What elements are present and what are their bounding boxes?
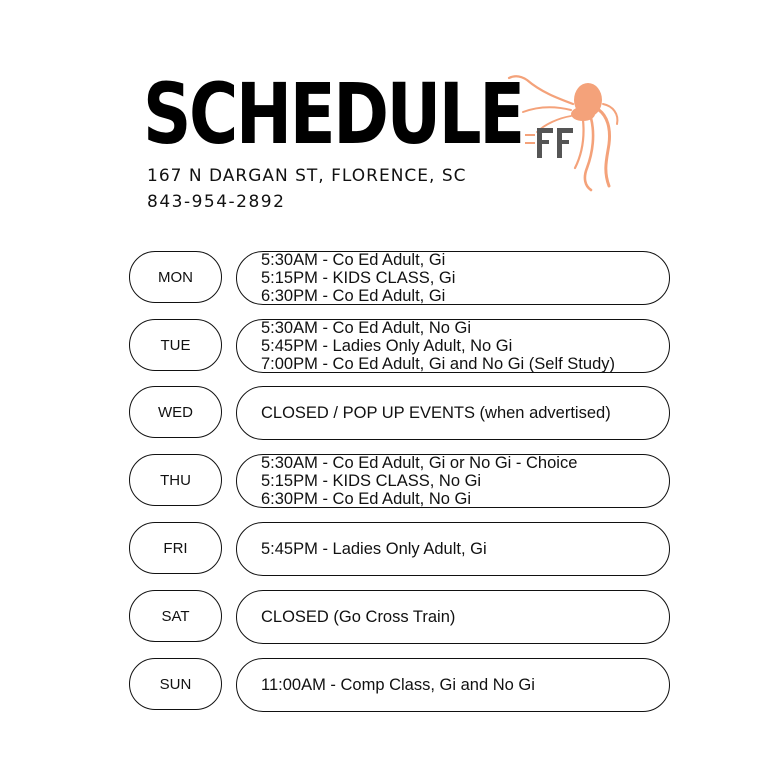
schedule-row-thu — [129, 454, 671, 508]
class-entry: 5:15PM - KIDS CLASS, Gi — [261, 269, 456, 287]
schedule-row-sun — [129, 658, 671, 712]
class-list — [236, 590, 670, 644]
day-label: SUN — [129, 658, 222, 710]
class-entry: 5:30AM - Co Ed Adult, Gi — [261, 251, 446, 269]
class-list — [236, 386, 670, 440]
class-entry: 5:30AM - Co Ed Adult, Gi or No Gi - Choice — [261, 454, 578, 472]
class-entry: 5:30AM - Co Ed Adult, No Gi — [261, 319, 472, 337]
schedule-row-sat — [129, 590, 671, 644]
class-list — [236, 658, 670, 712]
class-entry: 6:30PM - Co Ed Adult, No Gi — [261, 490, 472, 508]
class-list — [236, 454, 670, 508]
page-title: SCHEDULE — [143, 65, 523, 163]
day-label: WED — [129, 386, 222, 438]
class-list — [236, 251, 670, 305]
class-list — [236, 319, 670, 373]
octopus-logo-icon — [495, 70, 625, 195]
schedule-row-mon — [129, 251, 671, 305]
class-entry: 11:00AM - Comp Class, Gi and No Gi — [261, 676, 535, 694]
schedule-row-fri — [129, 522, 671, 576]
class-entry: 5:15PM - KIDS CLASS, No Gi — [261, 472, 482, 490]
gym-phone: 843-954-2892 — [147, 192, 286, 212]
gym-address: 167 N DARGAN ST, FLORENCE, SC — [147, 166, 467, 186]
schedule-row-tue — [129, 319, 671, 373]
class-entry: 7:00PM - Co Ed Adult, Gi and No Gi (Self Study) — [261, 355, 615, 373]
day-label: SAT — [129, 590, 222, 642]
class-list — [236, 522, 670, 576]
class-entry: 6:30PM - Co Ed Adult, Gi — [261, 287, 446, 305]
day-label: THU — [129, 454, 222, 506]
class-entry: CLOSED / POP UP EVENTS (when advertised) — [261, 404, 611, 422]
class-entry: 5:45PM - Ladies Only Adult, Gi — [261, 540, 487, 558]
schedule-row-wed — [129, 386, 671, 440]
day-label: FRI — [129, 522, 222, 574]
class-entry: 5:45PM - Ladies Only Adult, No Gi — [261, 337, 513, 355]
day-label: MON — [129, 251, 222, 303]
day-label: TUE — [129, 319, 222, 371]
class-entry: CLOSED (Go Cross Train) — [261, 608, 456, 626]
